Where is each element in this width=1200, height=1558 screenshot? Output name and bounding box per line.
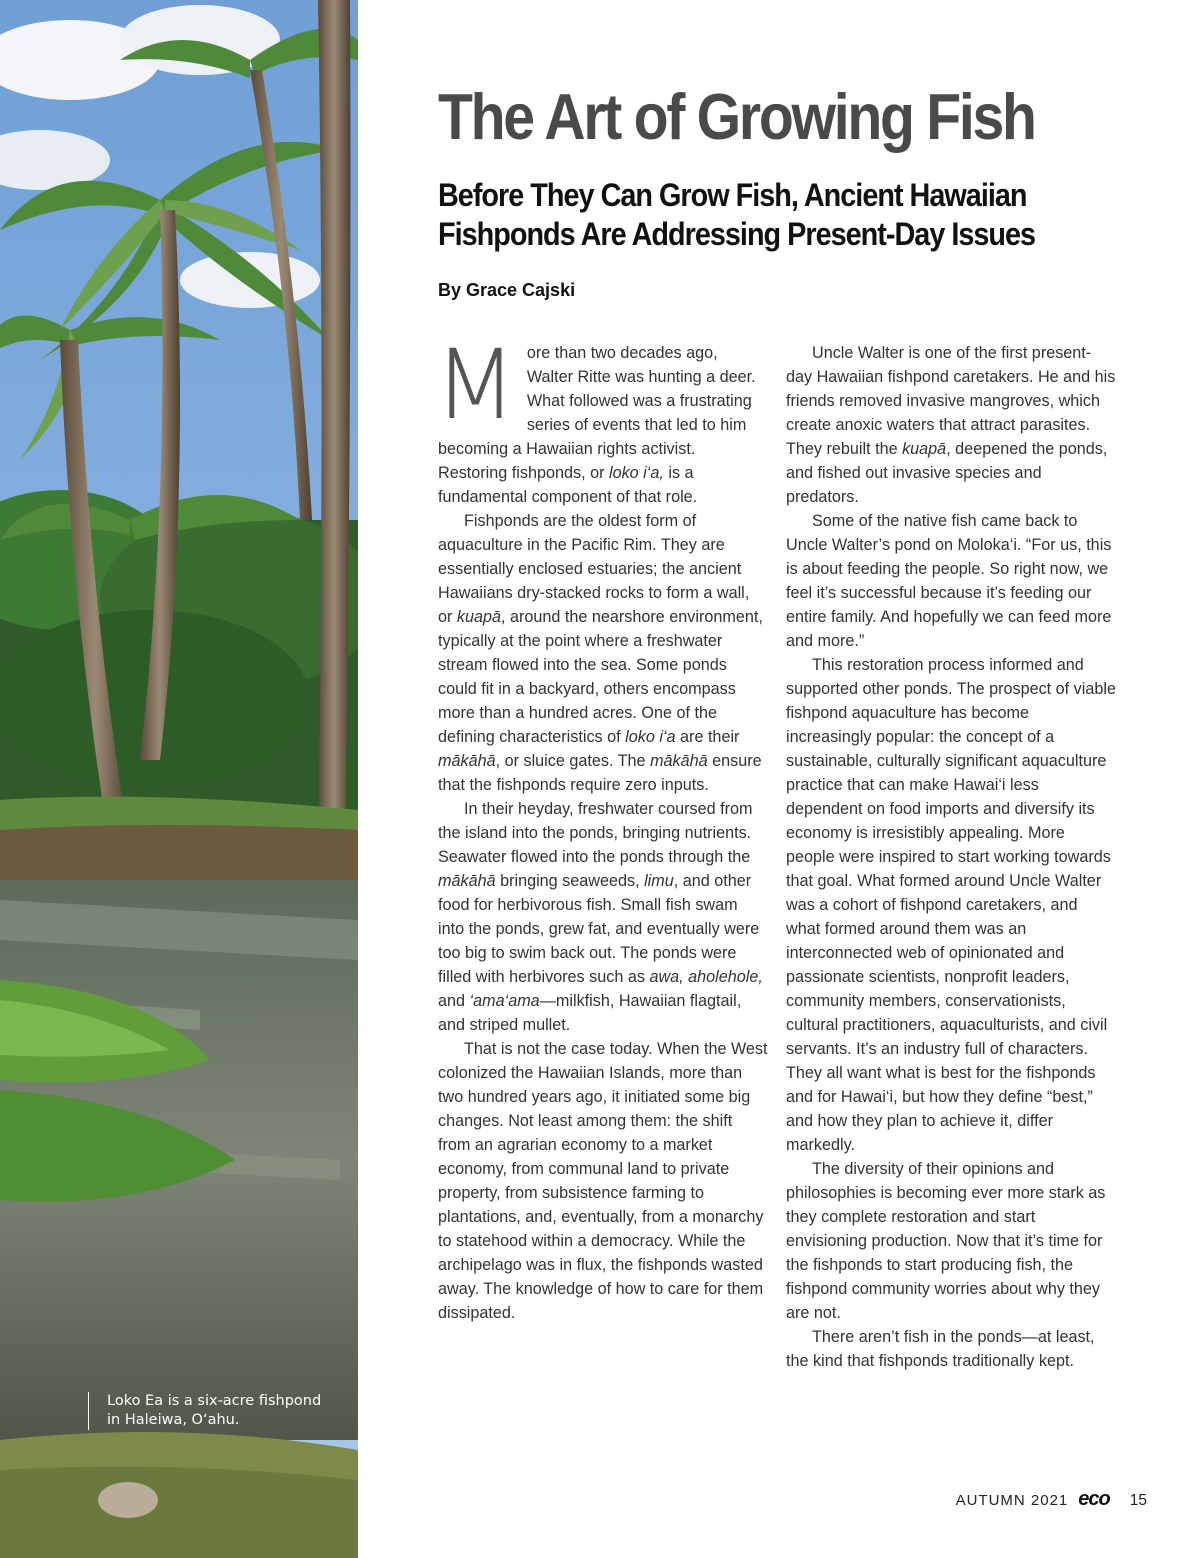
paragraph: Some of the native fish came back to Uncle Walter’s pond on Moloka‘i. “For us, this is about feeding the people. So right now, we feel it’s successful because it’s feeding our entire family. And hopefully we can feed more and more.” xyxy=(786,512,1112,650)
italic-term: kuapā xyxy=(456,608,502,626)
italic-term: ‘ama‘ama xyxy=(469,992,540,1010)
italic-term: mākāhā xyxy=(650,752,708,770)
body-column-2 xyxy=(786,341,1116,1373)
fishpond-photo xyxy=(0,0,358,1558)
italic-term: mākāhā xyxy=(438,752,496,770)
page-footer xyxy=(956,1488,1147,1511)
paragraph: The diversity of their opinions and philosophies is becoming ever more stark as they complete restoration and start envisioning production. Now that it’s time for the fishponds to start producing fish, the fishpond community worries about why they are not. xyxy=(786,1160,1106,1322)
paragraph xyxy=(438,509,768,797)
byline: By Grace Cajski xyxy=(438,280,576,300)
article-title: The Art of Growing Fish xyxy=(438,80,1035,153)
text-run: —milkfish, Hawaiian flagtail, and striped mullet. xyxy=(438,992,742,1034)
paragraph: That is not the case today. When the West colonized the Hawaiian Islands, more than two hundred years ago, it initiated some big changes. Not least among them: the shift from an agrarian economy to a market economy, from communal land to private property, from subsistence farming to plantations, and, eventually, from a monarchy to statehood within a democracy. While the archipelago was in flux, the fishponds wasted away. The knowledge of how to care for them dissipated. xyxy=(438,1040,768,1322)
text-run: are their xyxy=(675,728,740,746)
subtitle-line: Fishponds Are Addressing Present-Day Issues xyxy=(438,216,1036,252)
paragraph xyxy=(438,797,768,1037)
paragraph: This restoration process informed and supported other ponds. The prospect of viable fishpond aquaculture has become increasingly popular: the concept of a sustainable, culturally significant aquaculture practice that can make Hawai‘i less dependent on food imports and diversify its economy is irresistibly appealing. More people were inspired to start working towards that goal. What formed around Uncle Walter was a cohort of fishpond caretakers, and what formed around them was an interconnected web of opinionated and passionate scientists, nonprofit leaders, community members, conservationists, cultural practitioners, aquaculturists, and civil servants. It’s an industry full of characters. They all want what is best for the fishponds and for Hawai‘i, but how they define “best,” and how they plan to achieve it, differ markedly. xyxy=(786,656,1116,1154)
issue-label: AUTUMN 2021 xyxy=(955,1492,1069,1509)
text-run: , around the nearshore environment, typically at the point where a freshwater stream flowed into the sea. Some ponds could fit in a backyard, others encompass more than a hundred acres. One of the defining characteristics of xyxy=(438,608,763,746)
italic-term: mākāhā xyxy=(438,872,496,890)
page-number: 15 xyxy=(1129,1492,1147,1509)
text-run: and xyxy=(438,992,470,1010)
magazine-logo: eco xyxy=(1078,1488,1110,1510)
text-run: is a fundamental component of that role. xyxy=(438,464,698,506)
paragraph xyxy=(786,341,1116,509)
body-column-1 xyxy=(434,329,768,1325)
text-run: ensure that the fishponds require zero inputs. xyxy=(438,752,762,794)
text-run: bringing seaweeds, xyxy=(495,872,645,890)
subtitle-line: Before They Can Grow Fish, Ancient Hawaiian xyxy=(438,177,1027,213)
text-run: Fishponds are the oldest form of aquaculture in the Pacific Rim. They are essentially enclosed estuaries; the ancient Hawaiians dry-stacked rocks to form a wall, or xyxy=(438,512,750,626)
photo-caption xyxy=(88,1392,357,1430)
italic-term: limu xyxy=(644,872,674,890)
text-run: , and other food for herbivorous fish. Small fish swam into the ponds, grew fat, and eventually were too big to swim back out. The ponds were filled with herbivores such as xyxy=(438,872,760,986)
text-run: , deepened the ponds, and fished out invasive species and predators. xyxy=(786,440,1108,506)
paragraph: There aren’t fish in the ponds—at least, the kind that fishponds traditionally kept. xyxy=(786,1328,1095,1370)
caption-line: in Haleiwa, O‘ahu. xyxy=(107,1412,240,1428)
italic-term: awa, aholehole, xyxy=(649,968,763,986)
text-run: In their heyday, freshwater coursed from the island into the ponds, bringing nutrients. Seawater flowed into the ponds through the xyxy=(438,800,753,866)
italic-term: kuapā xyxy=(902,440,947,458)
text-run: ore than two decades ago, Walter Ritte was hunting a deer. What followed was a frustrating series of events that led to him becoming a Hawaiian rights activist. Restoring fishponds, or xyxy=(438,344,756,482)
article-photo xyxy=(0,0,358,1558)
drop-cap: M xyxy=(434,329,517,441)
italic-term: loko i‘a, xyxy=(608,464,664,482)
article-subtitle xyxy=(438,176,1035,254)
italic-term: loko i‘a xyxy=(625,728,676,746)
caption-line: Loko Ea is a six-acre fishpond xyxy=(107,1393,322,1409)
text-run: Uncle Walter is one of the first present-day Hawaiian fishpond caretakers. He and his friends removed invasive mangroves, which create anoxic waters that attract parasites. They rebuilt the xyxy=(786,344,1116,458)
paragraph xyxy=(434,329,768,509)
text-run: , or sluice gates. The xyxy=(495,752,651,770)
